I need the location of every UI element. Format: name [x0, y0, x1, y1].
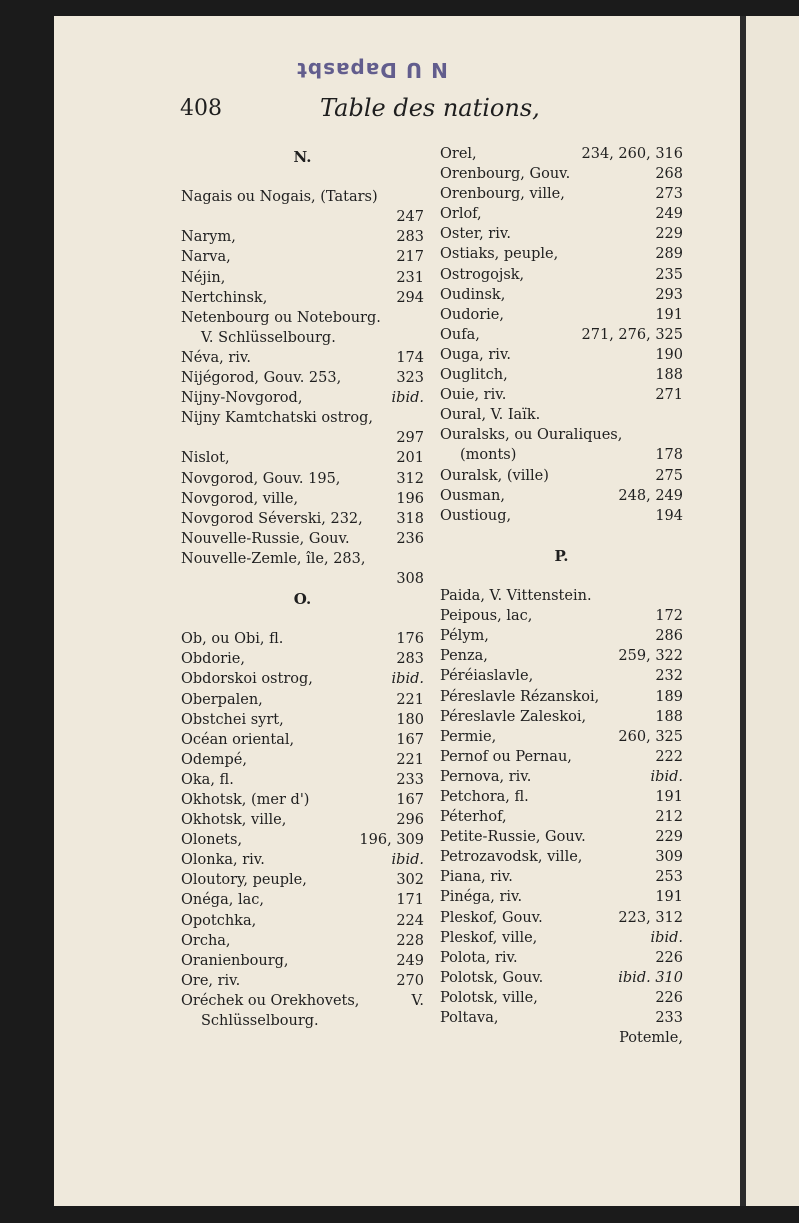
index-entry	[181, 247, 424, 267]
index-entry	[181, 931, 424, 951]
entry-name: Petrozavodsk, ville,	[440, 849, 583, 866]
entry-name: Néva, riv.	[181, 349, 251, 366]
entry-pages: ibid. 310	[618, 969, 683, 986]
section-letter	[440, 546, 683, 566]
index-entry	[440, 807, 683, 827]
entry-pages: 297	[396, 430, 424, 447]
entry-pages: 222	[655, 748, 683, 765]
entry-pages: 236	[396, 530, 424, 547]
index-column-right	[440, 144, 683, 1048]
entry-pages: 271, 276, 325	[581, 326, 683, 343]
index-entry	[440, 767, 683, 787]
entry-name: Obstchei syrt,	[181, 711, 284, 728]
index-entry	[181, 730, 424, 750]
entry-name: Pleskof, ville,	[440, 929, 538, 946]
entry-name: Oranienbourg,	[181, 952, 289, 969]
index-entry	[181, 790, 424, 810]
entry-name: Pernof ou Pernau,	[440, 748, 572, 765]
section-heading: N.	[293, 148, 312, 166]
entry-pages: 221	[396, 751, 424, 768]
index-entry	[440, 606, 683, 626]
index-entry	[440, 224, 683, 244]
index-entry	[440, 847, 683, 867]
library-stamp: N U Dapasbt	[296, 58, 448, 82]
entry-pages: 249	[655, 206, 683, 223]
entry-pages: 268	[655, 166, 683, 183]
index-entry	[181, 187, 424, 207]
index-entry	[440, 385, 683, 405]
entry-pages: 323	[396, 370, 424, 387]
entry-name: (monts)	[460, 447, 517, 464]
section-letter	[181, 147, 424, 167]
entry-pages: 167	[396, 792, 424, 808]
entry-pages: 191	[655, 789, 683, 805]
entry-name: Schlüsselbourg.	[201, 1013, 319, 1030]
index-entry	[181, 308, 424, 328]
index-entry	[181, 991, 424, 1011]
index-entry	[181, 750, 424, 770]
entry-pages: 196, 309	[359, 832, 424, 849]
index-entry	[181, 850, 424, 870]
entry-name: Orenbourg, Gouv.	[440, 166, 571, 183]
entry-pages: 259, 322	[618, 648, 683, 665]
index-entry	[440, 908, 683, 928]
index-entry	[181, 509, 424, 529]
index-entry	[181, 408, 424, 428]
entry-name: Opotchka,	[181, 912, 257, 929]
index-entry	[181, 388, 424, 408]
entry-name: Novgorod Séverski, 232,	[181, 510, 363, 527]
index-entry	[181, 911, 424, 931]
entry-name: Néjin,	[181, 269, 226, 286]
entry-pages: 188	[655, 367, 683, 384]
entry-name: Petchora, fl.	[440, 789, 529, 805]
index-entry	[440, 586, 683, 606]
entry-pages: 224	[396, 912, 424, 929]
entry-pages: 217	[396, 249, 424, 266]
index-entry	[181, 569, 424, 589]
entry-name: Polota, riv.	[440, 949, 518, 966]
index-entry	[181, 268, 424, 288]
entry-pages: 212	[655, 809, 683, 826]
entry-pages: 234, 260, 316	[581, 146, 683, 162]
index-entry	[440, 666, 683, 686]
entry-name: Pélym,	[440, 628, 489, 645]
entry-pages: 188	[655, 708, 683, 725]
index-entry	[181, 669, 424, 689]
section-heading: O.	[293, 590, 312, 609]
catchword	[440, 1028, 683, 1048]
index-entry	[440, 727, 683, 747]
entry-name: Ouralsks, ou Ouraliques,	[440, 427, 623, 444]
index-entry	[440, 184, 683, 204]
entry-name: Pernova, riv.	[440, 768, 532, 785]
entry-pages: 194	[655, 507, 683, 524]
index-entry	[440, 305, 683, 325]
running-title: Table des nations,	[320, 94, 540, 122]
entry-name: Pinéga, riv.	[440, 889, 523, 906]
entry-pages: 189	[655, 688, 683, 705]
index-entry	[440, 988, 683, 1008]
entry-name: Orenbourg, ville,	[440, 186, 565, 203]
index-entry	[440, 345, 683, 365]
index-entry	[440, 325, 683, 345]
entry-name: Oka, fl.	[181, 771, 234, 788]
entry-name: Ore, riv.	[181, 972, 241, 989]
entry-name: Okhotsk, (mer d')	[181, 792, 310, 808]
index-entry	[181, 629, 424, 649]
index-entry	[181, 368, 424, 388]
entry-pages: 286	[655, 628, 683, 645]
entry-name: Péreslavle Zaleskoi,	[440, 708, 587, 725]
entry-name: Orlof,	[440, 206, 482, 223]
entry-pages: 233	[396, 771, 424, 788]
entry-name: Poltava,	[440, 1010, 499, 1027]
index-entry	[181, 951, 424, 971]
entry-name: Novgorod, ville,	[181, 490, 299, 507]
entry-name: Ouie, riv.	[440, 387, 507, 404]
page-number: 408	[180, 96, 222, 121]
entry-pages: Potemle,	[619, 1030, 683, 1047]
index-entry	[440, 687, 683, 707]
entry-name: Oudinsk,	[440, 286, 506, 303]
entry-name: Petite-Russie, Gouv.	[440, 829, 586, 846]
entry-name: Oloutory, peuple,	[181, 872, 307, 889]
entry-pages: 201	[396, 450, 424, 467]
entry-pages: 190	[655, 346, 683, 363]
blank-line	[440, 566, 683, 586]
index-entry	[181, 710, 424, 730]
entry-pages: 275	[655, 467, 683, 484]
entry-name: Ouga, riv.	[440, 346, 512, 363]
index-entry	[440, 646, 683, 666]
entry-name: Obdorskoi ostrog,	[181, 671, 313, 688]
index-entry	[440, 948, 683, 968]
entry-pages: 221	[396, 691, 424, 708]
index-entry	[181, 529, 424, 549]
index-entry	[181, 288, 424, 308]
entry-pages: 273	[655, 186, 683, 203]
entry-name: Piana, riv.	[440, 869, 513, 886]
index-entry	[181, 890, 424, 910]
entry-pages: 226	[655, 949, 683, 966]
entry-pages: 312	[396, 470, 424, 487]
index-entry	[440, 466, 683, 486]
entry-name: Oster, riv.	[440, 226, 511, 243]
entry-pages: 308	[396, 570, 424, 587]
entry-name: Novgorod, Gouv. 195,	[181, 470, 341, 487]
entry-pages: 253	[655, 869, 683, 886]
index-entry	[440, 1008, 683, 1028]
entry-name: Oural, V. Iaïk.	[440, 407, 541, 424]
entry-pages: 196	[396, 490, 424, 507]
entry-pages: 191	[655, 889, 683, 906]
index-entry	[181, 328, 424, 348]
entry-name: Ousman,	[440, 487, 506, 504]
index-entry	[181, 971, 424, 991]
entry-name: Okhotsk, ville,	[181, 812, 287, 829]
index-entry	[440, 365, 683, 385]
entry-name: Polotsk, Gouv.	[440, 969, 544, 986]
entry-pages: 228	[396, 932, 424, 949]
entry-name: Onéga, lac,	[181, 892, 264, 909]
index-entry	[440, 928, 683, 948]
index-entry	[440, 144, 683, 164]
index-entry	[440, 968, 683, 988]
blank-line	[181, 609, 424, 629]
entry-name: Nouvelle-Zemle, île, 283,	[181, 550, 366, 567]
entry-pages: 226	[655, 989, 683, 1006]
entry-pages: 174	[396, 349, 424, 366]
entry-pages: ibid.	[650, 929, 683, 946]
entry-pages: 283	[396, 229, 424, 246]
entry-name: Péreslavle Rézanskoi,	[440, 688, 600, 705]
entry-pages: 229	[655, 226, 683, 243]
entry-pages: 178	[655, 447, 683, 464]
entry-pages: ibid.	[391, 671, 424, 688]
entry-name: Oustioug,	[440, 507, 512, 524]
entry-pages: 302	[396, 872, 424, 889]
entry-pages: 318	[396, 510, 424, 527]
entry-pages: 249	[396, 952, 424, 969]
index-entry	[440, 787, 683, 807]
index-entry	[440, 747, 683, 767]
entry-name: Penza,	[440, 648, 488, 665]
entry-name: Nislot,	[181, 450, 230, 467]
index-entry	[440, 204, 683, 224]
index-entry	[181, 227, 424, 247]
entry-name: Péterhof,	[440, 809, 507, 826]
index-entry	[440, 405, 683, 425]
entry-pages: 171	[396, 892, 424, 909]
entry-pages: 283	[396, 651, 424, 668]
entry-name: Olonka, riv.	[181, 852, 265, 869]
index-entry	[181, 649, 424, 669]
index-entry	[181, 448, 424, 468]
entry-name: Océan oriental,	[181, 731, 295, 748]
entry-name: Nijny Kamtchatski ostrog,	[181, 410, 373, 427]
blank-line	[181, 167, 424, 187]
entry-pages: 233	[655, 1010, 683, 1027]
entry-name: Nijégorod, Gouv. 253,	[181, 370, 342, 387]
entry-pages: 231	[396, 269, 424, 286]
index-entry	[181, 830, 424, 850]
entry-name: Ouralsk, (ville)	[440, 467, 549, 484]
entry-name: Permie,	[440, 728, 497, 745]
index-entry	[440, 265, 683, 285]
index-entry	[440, 506, 683, 526]
entry-name: Nouvelle-Russie, Gouv.	[181, 530, 350, 547]
index-entry	[181, 870, 424, 890]
entry-pages: 229	[655, 829, 683, 846]
blank-line	[440, 526, 683, 546]
index-entry	[440, 445, 683, 465]
index-entry	[440, 626, 683, 646]
index-entry	[181, 810, 424, 830]
entry-name: Nertchinsk,	[181, 289, 268, 306]
entry-name: Péréiaslavle,	[440, 668, 534, 685]
index-entry	[181, 428, 424, 448]
entry-name: Nijny-Novgorod,	[181, 390, 303, 407]
entry-name: Orcha,	[181, 932, 231, 949]
entry-pages: 180	[396, 711, 424, 728]
index-column-left	[181, 147, 424, 1031]
entry-name: Odempé,	[181, 751, 247, 768]
index-entry	[440, 887, 683, 907]
entry-pages: 293	[655, 286, 683, 303]
entry-pages: 232	[655, 668, 683, 685]
index-entry	[181, 348, 424, 368]
entry-pages: 294	[396, 289, 424, 306]
entry-name: Ostiaks, peuple,	[440, 246, 559, 263]
entry-name: Ob, ou Obi, fl.	[181, 631, 284, 648]
entry-name: Paida, V. Vittenstein.	[440, 588, 592, 605]
index-entry	[440, 425, 683, 445]
entry-pages: 309	[655, 849, 683, 866]
entry-name: Ostrogojsk,	[440, 266, 525, 283]
entry-name: Oberpalen,	[181, 691, 263, 708]
entry-pages: 172	[655, 608, 683, 625]
index-entry	[440, 707, 683, 727]
entry-name: Peipous, lac,	[440, 608, 533, 625]
entry-name: Narva,	[181, 249, 231, 266]
index-entry	[181, 207, 424, 227]
entry-name: Olonets,	[181, 832, 243, 849]
index-entry	[440, 164, 683, 184]
section-letter	[181, 589, 424, 609]
index-entry	[440, 486, 683, 506]
entry-pages: ibid.	[391, 390, 424, 407]
entry-name: Ouglitch,	[440, 367, 508, 384]
entry-name: Nagais ou Nogais, (Tatars)	[181, 189, 378, 206]
entry-name: V. Schlüsselbourg.	[201, 329, 336, 346]
entry-pages: V.	[411, 992, 424, 1009]
entry-name: Oudorie,	[440, 306, 504, 323]
index-entry	[440, 827, 683, 847]
entry-name: Narym,	[181, 229, 236, 246]
entry-pages: 248, 249	[618, 487, 683, 504]
entry-pages: 296	[396, 812, 424, 829]
index-entry	[440, 244, 683, 264]
entry-name: Pleskof, Gouv.	[440, 909, 543, 926]
index-entry	[181, 770, 424, 790]
index-entry	[181, 1011, 424, 1031]
index-entry	[181, 489, 424, 509]
entry-name: Oréchek ou Orekhovets,	[181, 992, 360, 1009]
entry-pages: 223, 312	[618, 909, 683, 926]
entry-pages: ibid.	[391, 852, 424, 869]
entry-name: Obdorie,	[181, 651, 245, 668]
index-entry	[181, 469, 424, 489]
entry-pages: ibid.	[650, 768, 683, 785]
entry-pages: 247	[396, 209, 424, 226]
facing-page-edge	[746, 16, 799, 1206]
index-entry	[181, 690, 424, 710]
entry-name: Oufa,	[440, 326, 480, 343]
entry-pages: 270	[396, 972, 424, 989]
entry-pages: 271	[655, 387, 683, 404]
index-entry	[181, 549, 424, 569]
entry-pages: 191	[655, 306, 683, 323]
entry-pages: 260, 325	[618, 728, 683, 745]
entry-name: Netenbourg ou Notebourg.	[181, 309, 381, 326]
entry-name: Orel,	[440, 146, 477, 162]
index-entry	[440, 285, 683, 305]
entry-pages: 176	[396, 631, 424, 648]
index-entry	[440, 867, 683, 887]
entry-pages: 167	[396, 731, 424, 748]
section-heading: P.	[554, 546, 569, 565]
entry-pages: 235	[655, 266, 683, 283]
entry-pages: 289	[655, 246, 683, 263]
entry-name: Polotsk, ville,	[440, 989, 538, 1006]
